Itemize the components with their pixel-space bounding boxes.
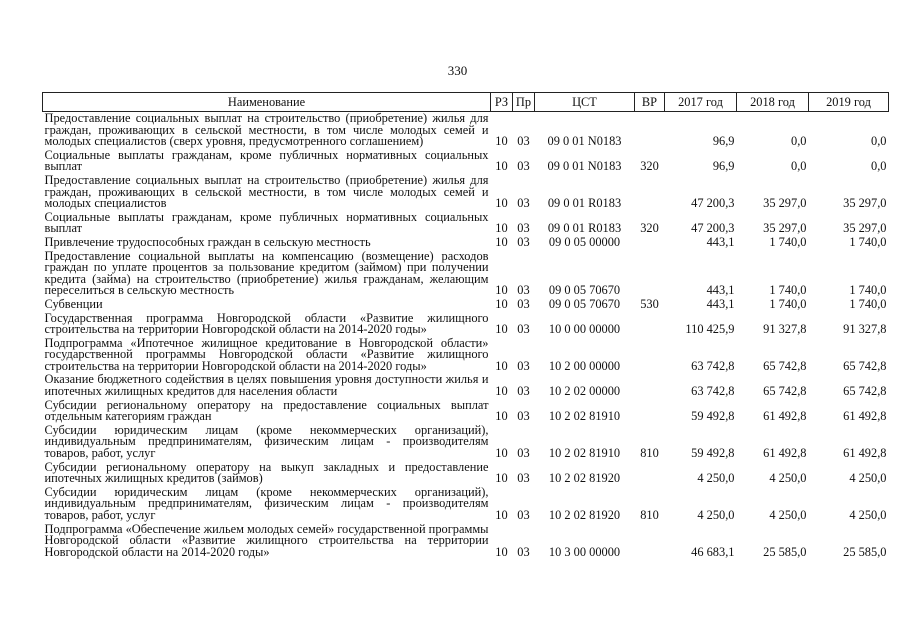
cell-vr <box>635 236 665 250</box>
cell-name: Субсидии региональному оператору на предоставление социальных выплат отдельным категориям граждан <box>44 397 489 424</box>
cell-2019: 0,0 <box>871 134 887 149</box>
cell-name: Привлечение трудоспособных граждан в сельскую местность <box>44 234 371 249</box>
cell-pr: 03 <box>517 544 530 559</box>
cell-2017: 63 742,8 <box>691 384 735 399</box>
cell-2018: 65 742,8 <box>763 384 807 399</box>
cell-vr <box>635 523 665 560</box>
cell-cst: 10 0 00 00000 <box>548 322 621 337</box>
cell-2019: 91 327,8 <box>843 322 887 337</box>
cell-vr: 530 <box>640 296 659 311</box>
cell-2017: 443,1 <box>706 283 735 298</box>
cell-cst: 10 2 02 00000 <box>548 384 621 399</box>
cell-2017: 47 200,3 <box>691 221 735 236</box>
header-2018: 2018 год <box>737 93 809 112</box>
cell-pr: 03 <box>517 446 530 461</box>
cell-2018: 0,0 <box>791 159 807 174</box>
cell-2017: 59 492,8 <box>691 409 735 424</box>
header-2019: 2019 год <box>809 93 889 112</box>
cell-2019: 1 740,0 <box>849 283 887 298</box>
cell-2018: 61 492,8 <box>763 446 807 461</box>
cell-pr: 03 <box>517 508 530 522</box>
table-row <box>43 211 889 236</box>
cell-name: Предоставление социальных выплат на строительство (приобретение) жилья для граждан, проживающих в сельской местности, в том числе молодых семей и молодых специалистов (сверх уровня, предусмотренного соглашением) <box>44 111 489 149</box>
cell-2017: 46 683,1 <box>691 544 735 559</box>
cell-rz: 10 <box>495 358 508 373</box>
table-row <box>43 174 889 211</box>
cell-2018: 61 492,8 <box>763 409 807 424</box>
cell-rz: 10 <box>495 544 508 559</box>
cell-pr: 03 <box>517 296 530 311</box>
cell-2019: 1 740,0 <box>849 296 887 311</box>
cell-name: Социальные выплаты гражданам, кроме публичных нормативных социальных выплат <box>44 209 489 236</box>
cell-2017: 96,9 <box>712 134 735 149</box>
table-row <box>43 424 889 461</box>
cell-pr: 03 <box>517 221 530 236</box>
cell-cst: 10 2 02 81920 <box>548 471 621 486</box>
cell-rz: 10 <box>495 384 508 399</box>
cell-2018: 35 297,0 <box>763 196 807 211</box>
cell-2017: 59 492,8 <box>691 446 735 461</box>
cell-vr <box>635 461 665 486</box>
cell-name: Предоставление социальных выплат на строительство (приобретение) жилья для граждан, проживающих в сельской местности, в том числе молодых семей и молодых специалистов <box>44 172 489 211</box>
cell-cst: 10 2 02 81910 <box>548 446 621 461</box>
cell-2017: 4 250,0 <box>697 471 735 486</box>
table-row <box>43 250 889 298</box>
cell-2017: 63 742,8 <box>691 358 735 373</box>
cell-rz: 10 <box>495 446 508 461</box>
table-row <box>43 337 889 374</box>
cell-rz: 10 <box>495 471 508 486</box>
cell-cst: 09 0 05 70670 <box>548 296 621 311</box>
cell-2019: 65 742,8 <box>843 384 887 399</box>
cell-rz: 10 <box>495 322 508 337</box>
cell-rz: 10 <box>495 296 508 311</box>
cell-name: Подпрограмма «Ипотечное жилищное кредитование в Новгородской области» государственной программы Новгородской области «Развитие жилищного строительства на территории Новгородской области на 2014-2020 годы» <box>44 335 489 373</box>
header-name: Наименование <box>43 93 491 112</box>
cell-rz: 10 <box>495 508 508 522</box>
cell-vr <box>635 373 665 398</box>
cell-2018: 4 250,0 <box>769 471 807 486</box>
cell-rz: 10 <box>495 283 508 298</box>
cell-vr: 320 <box>640 159 659 174</box>
table-row <box>43 112 889 149</box>
table-row <box>43 523 889 560</box>
cell-cst: 10 2 00 00000 <box>548 358 621 373</box>
cell-pr: 03 <box>517 384 530 399</box>
cell-name: Субвенции <box>44 296 103 311</box>
cell-rz: 10 <box>495 409 508 424</box>
cell-2018: 0,0 <box>791 134 807 149</box>
cell-2018: 65 742,8 <box>763 358 807 373</box>
cell-cst: 09 0 01 R0183 <box>547 196 622 211</box>
table-row <box>43 236 889 250</box>
header-cst: ЦСТ <box>535 93 635 112</box>
cell-cst: 09 0 01 R0183 <box>547 221 622 236</box>
cell-name: Оказание бюджетного содействия в целях повышения уровня доступности жилья и ипотечных жилищных кредитов для населения области <box>44 372 489 399</box>
cell-vr <box>635 112 665 149</box>
cell-cst: 09 0 05 70670 <box>548 283 621 298</box>
cell-2018: 25 585,0 <box>763 544 807 559</box>
table-row <box>43 312 889 337</box>
cell-vr <box>635 399 665 424</box>
cell-2019: 1 740,0 <box>849 234 887 249</box>
header-vr: ВР <box>635 93 665 112</box>
cell-vr <box>635 250 665 298</box>
cell-2017: 96,9 <box>712 159 735 174</box>
cell-cst: 10 3 00 00000 <box>548 544 621 559</box>
cell-2018: 1 740,0 <box>769 296 807 311</box>
cell-pr: 03 <box>517 471 530 486</box>
cell-cst: 10 2 02 81920 <box>548 508 621 522</box>
cell-pr: 03 <box>517 234 530 249</box>
cell-pr: 03 <box>517 196 530 211</box>
cell-2018: 4 250,0 <box>769 508 807 522</box>
cell-name: Государственная программа Новгородской области «Развитие жилищного строительства на территории Новгородской области на 2014-2020 годы» <box>44 310 489 337</box>
cell-rz: 10 <box>495 134 508 149</box>
cell-2018: 91 327,8 <box>763 322 807 337</box>
cell-2017: 443,1 <box>706 296 735 311</box>
cell-name: Субсидии региональному оператору на выкуп закладных и предоставление ипотечных жилищных кредитов (займов) <box>44 459 489 486</box>
cell-pr: 03 <box>517 283 530 298</box>
cell-vr: 810 <box>640 446 659 461</box>
cell-cst: 09 0 05 00000 <box>548 234 621 249</box>
cell-2019: 35 297,0 <box>843 221 887 236</box>
table-body <box>43 112 889 560</box>
cell-2017: 110 425,9 <box>685 322 735 337</box>
cell-vr <box>635 174 665 211</box>
cell-2019: 65 742,8 <box>843 358 887 373</box>
cell-2019: 4 250,0 <box>849 508 887 522</box>
cell-cst: 09 0 01 N0183 <box>547 159 622 174</box>
cell-rz: 10 <box>495 196 508 211</box>
cell-2017: 47 200,3 <box>691 196 735 211</box>
cell-pr: 03 <box>517 322 530 337</box>
cell-2017: 443,1 <box>706 234 735 249</box>
header-2017: 2017 год <box>665 93 737 112</box>
cell-rz: 10 <box>495 221 508 236</box>
cell-2019: 35 297,0 <box>843 196 887 211</box>
cell-rz: 10 <box>495 234 508 249</box>
cell-2019: 25 585,0 <box>843 544 887 559</box>
cell-2018: 1 740,0 <box>769 283 807 298</box>
cell-2019: 0,0 <box>871 159 887 174</box>
table-header <box>43 93 889 112</box>
cell-name: Подпрограмма «Обеспечение жильем молодых семей» государственной программы Новгородской области «Развитие жилищного строительства на территории Новгородской области на 2014-2020 годы» <box>44 521 489 559</box>
cell-name: Предоставление социальной выплаты на компенсацию (возмещение) расходов граждан по уплате процентов за пользование кредитом (займом) при получении кредита (займа) на строительство (приобретение) жилья гражданам, желающим переселиться в сельскую местность <box>44 248 489 298</box>
cell-vr: 810 <box>640 508 659 522</box>
cell-pr: 03 <box>517 409 530 424</box>
cell-2019: 61 492,8 <box>843 409 887 424</box>
cell-2017: 4 250,0 <box>697 508 735 522</box>
cell-2019: 61 492,8 <box>843 446 887 461</box>
cell-cst: 10 2 02 81910 <box>548 409 621 424</box>
table-row <box>43 373 889 398</box>
cell-pr: 03 <box>517 159 530 174</box>
cell-cst: 09 0 01 N0183 <box>547 134 622 149</box>
table-row <box>43 486 889 523</box>
table-row <box>43 399 889 424</box>
cell-vr <box>635 312 665 337</box>
cell-pr: 03 <box>517 358 530 373</box>
table-row <box>43 461 889 486</box>
cell-vr: 320 <box>640 221 659 236</box>
cell-2018: 35 297,0 <box>763 221 807 236</box>
budget-table <box>42 92 889 559</box>
header-rz: РЗ <box>491 93 513 112</box>
cell-pr: 03 <box>517 134 530 149</box>
table-row <box>43 298 889 312</box>
cell-name: Субсидии юридическим лицам (кроме некоммерческих организаций), индивидуальным предпринимателям, физическим лицам - производителям товаров, работ, услуг <box>44 484 489 522</box>
cell-rz: 10 <box>495 159 508 174</box>
cell-2019: 4 250,0 <box>849 471 887 486</box>
cell-2018: 1 740,0 <box>769 234 807 249</box>
cell-name: Социальные выплаты гражданам, кроме публичных нормативных социальных выплат <box>44 147 489 174</box>
cell-name: Субсидии юридическим лицам (кроме некоммерческих организаций), индивидуальным предпринимателям, физическим лицам - производителям товаров, работ, услуг <box>44 422 489 461</box>
header-pr: Пр <box>513 93 535 112</box>
table-row <box>43 149 889 174</box>
page-number: 330 <box>447 63 468 78</box>
cell-vr <box>635 337 665 374</box>
